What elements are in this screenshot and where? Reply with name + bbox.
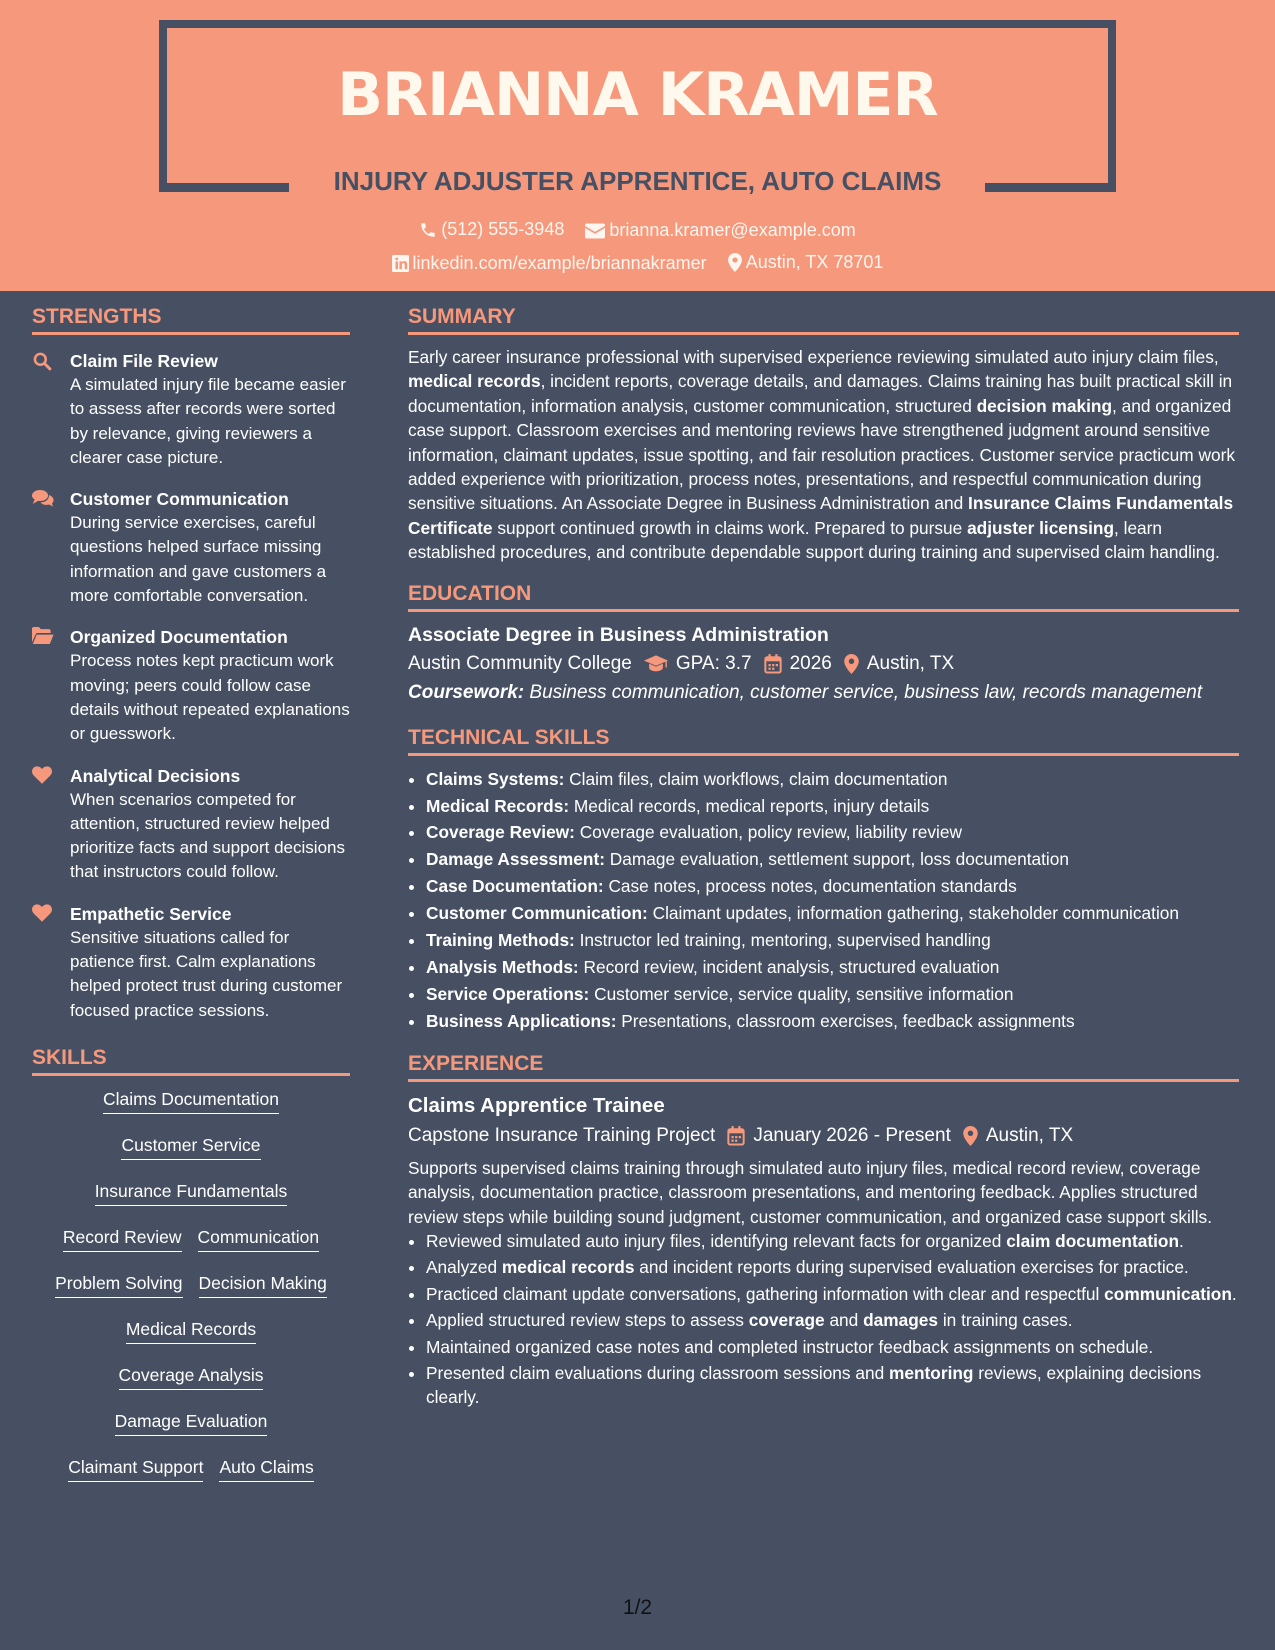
linkedin-contact[interactable]: [392, 253, 707, 274]
map-pin-icon: [963, 1126, 978, 1146]
tech-skill-value: Case notes, process notes, documentation standards: [608, 876, 1017, 897]
strength-text: Sensitive situations called for patience first. Calm explanations helped protect trust during customer focused practice sessions.: [70, 927, 343, 1020]
map-pin-icon: [844, 654, 859, 674]
skill-tag: Customer Service: [121, 1132, 260, 1160]
skill-tag: Communication: [198, 1224, 320, 1252]
list-item: [426, 846, 1239, 873]
experience-title: Claims Apprentice Trainee: [408, 1093, 665, 1117]
experience-org: Capstone Insurance Training Project: [408, 1124, 716, 1146]
page-number: 1/2: [622, 1596, 653, 1619]
strength-title: Customer Communication: [70, 489, 289, 510]
job-title: INJURY ADJUSTER APPRENTICE, AUTO CLAIMS: [333, 166, 942, 196]
skills-heading: SKILLS: [32, 1046, 350, 1076]
bullet-text: and: [824, 1310, 864, 1331]
tech-skill-value: Damage evaluation, settlement support, loss documentation: [609, 849, 1069, 870]
linkedin-icon: [392, 255, 409, 272]
strength-text: When scenarios competed for attention, structured review helped prioritize facts and support decisions that instructors could follow.: [70, 789, 345, 882]
left-column: [32, 305, 350, 1500]
right-column: [408, 305, 1239, 1412]
experience-heading: EXPERIENCE: [408, 1052, 1239, 1082]
linkedin-link[interactable]: linkedin.com/example/briannakramer: [412, 253, 707, 273]
skill-tag: Claims Documentation: [103, 1086, 279, 1114]
list-item: [426, 900, 1239, 927]
search-icon: [32, 349, 70, 470]
strength-title: Organized Documentation: [70, 627, 288, 648]
bullet-highlight: communication: [1104, 1283, 1232, 1304]
list-item: [426, 1229, 1239, 1253]
bullet-text: Reviewed simulated auto injury files, identifying relevant facts for organized: [426, 1230, 1007, 1251]
email-link[interactable]: brianna.kramer@example.com: [609, 220, 856, 240]
contact-line-1: [0, 219, 1275, 244]
list-item: [426, 927, 1239, 954]
experience-dates: January 2026 - Present: [753, 1124, 951, 1146]
bullet-highlight: damages: [863, 1310, 939, 1331]
skill-tag: Auto Claims: [219, 1454, 313, 1482]
experience-dates-item: [727, 1120, 951, 1152]
heart-icon: [32, 764, 70, 885]
tech-skill-value: Record review, incident analysis, structured evaluation: [583, 957, 1000, 977]
experience-meta: [408, 1120, 1239, 1152]
education-heading: EDUCATION: [408, 582, 1239, 612]
summary-segment: Early career insurance professional with supervised experience reviewing simulated auto injury claim files,: [408, 347, 1219, 367]
gpa-text: GPA: 3.7: [675, 652, 752, 674]
list-item: [426, 1335, 1239, 1359]
tech-skill-label: Medical Records:: [426, 795, 570, 816]
coursework-label: Coursework:: [408, 681, 525, 703]
map-pin-icon: [728, 253, 742, 272]
tech-skill-label: Damage Assessment:: [426, 849, 605, 870]
tech-skill-label: Claims Systems:: [426, 768, 565, 789]
list-item: [426, 954, 1239, 981]
candidate-name: BRIANNA KRAMER: [337, 60, 938, 130]
bullet-text: .: [1179, 1230, 1184, 1251]
technical-skills-list: [408, 766, 1239, 1035]
bullet-text: Presented claim evaluations during classroom sessions and: [426, 1362, 889, 1383]
list-item: [426, 793, 1239, 820]
gpa-item: [644, 648, 752, 680]
tech-skill-label: Business Applications:: [426, 1010, 617, 1031]
location-contact: [728, 252, 884, 273]
summary-segment: , incident reports, coverage details, and damages. Claims training has built practical skill in documentation, information analysis, customer communication, structured: [408, 371, 1233, 416]
tech-skill-value: Claim files, claim workflows, claim documentation: [569, 768, 948, 789]
bullet-text: in training cases.: [938, 1310, 1073, 1331]
list-item: [426, 819, 1239, 846]
tech-skill-value: Customer service, service quality, sensitive information: [594, 983, 1014, 1004]
strength-title: Analytical Decisions: [70, 765, 241, 786]
summary-heading: SUMMARY: [408, 305, 1239, 335]
experience-bullets: [408, 1229, 1239, 1410]
education-location-text: Austin, TX: [866, 652, 955, 674]
school-name: Austin Community College: [408, 652, 632, 674]
header-band: [0, 0, 1275, 291]
education-location: [844, 648, 954, 680]
heart-icon: [32, 902, 70, 1023]
strengths-heading: STRENGTHS: [32, 305, 350, 335]
experience-location: [963, 1120, 1073, 1152]
summary-segment: , and organized case support. Classroom exercises and mentoring reviews have strengthened judgment around sensitive information, claimant updates, issue spotting, and fair resolution practices. Customer service practicum work added experience with prioritization, process notes, presentations, and respectful communication during sensitive situations. An Associate Degree in Business Administration and: [408, 395, 1235, 514]
bullet-highlight: coverage: [748, 1310, 825, 1331]
phone-icon: [419, 221, 437, 239]
year-item: [764, 648, 832, 680]
calendar-icon: [764, 654, 782, 674]
summary-segment: , learn established procedures, and contribute dependable support during training and supervised claim handling.: [408, 517, 1220, 563]
skill-tag: Claimant Support: [68, 1454, 203, 1482]
strength-text: During service exercises, careful questions helped surface missing information and gave customers a more comfortable conversation.: [70, 513, 327, 606]
summary-highlight: medical records: [408, 371, 541, 392]
summary-highlight: decision making: [976, 395, 1113, 416]
calendar-icon: [727, 1126, 745, 1146]
strength-text: Process notes kept practicum work moving; peers could follow case details without repeated explanations or guesswork.: [70, 651, 350, 744]
tech-skill-value: Coverage evaluation, policy review, liability review: [579, 822, 962, 843]
strength-item: [32, 902, 350, 1023]
bullet-highlight: claim documentation: [1006, 1230, 1180, 1251]
experience-description: Supports supervised claims training through simulated auto injury files, medical record review, coverage analysis, documentation practice, classroom presentations, and mentoring feedback. Applies structured review steps while building sound judgment, customer communication, and organized case support skills.: [408, 1157, 1212, 1227]
strength-title: Claim File Review: [70, 351, 218, 371]
bullet-highlight: mentoring: [889, 1362, 974, 1383]
coursework: [408, 680, 1239, 706]
strength-item: [32, 487, 350, 608]
degree-title: Associate Degree in Business Administration: [408, 623, 829, 646]
location-text: Austin, TX 78701: [745, 252, 884, 272]
list-item: [426, 1308, 1239, 1332]
graduation-year: 2026: [789, 652, 832, 674]
strength-item: [32, 764, 350, 885]
phone-text: (512) 555-3948: [441, 219, 565, 239]
summary-segment: support continued growth in claims work. Prepared to pursue: [492, 517, 968, 538]
tech-skill-label: Customer Communication:: [426, 903, 648, 924]
tech-skill-label: Service Operations:: [426, 983, 590, 1004]
skill-tag: Insurance Fundamentals: [95, 1178, 288, 1206]
skill-tag: Coverage Analysis: [119, 1362, 264, 1390]
list-item: [426, 1282, 1239, 1306]
list-item: [426, 981, 1239, 1008]
bullet-text: Practiced claimant update conversations, gathering information with clear and respectful: [426, 1283, 1105, 1304]
tech-skill-label: Coverage Review:: [426, 822, 575, 843]
list-item: [426, 1361, 1239, 1410]
tech-skill-label: Training Methods:: [426, 930, 575, 951]
phone-contact: [419, 219, 564, 240]
education-meta: [408, 648, 1239, 680]
bullet-text: reviews, explaining decisions clearly.: [426, 1362, 1202, 1408]
experience-location-text: Austin, TX: [985, 1124, 1074, 1146]
skill-tag: Damage Evaluation: [115, 1408, 268, 1436]
skills-list: [32, 1086, 350, 1482]
graduation-cap-icon: [644, 655, 668, 673]
tech-skill-value: Instructor led training, mentoring, supervised handling: [579, 930, 991, 951]
summary-text: [408, 345, 1239, 565]
email-contact[interactable]: [585, 220, 855, 241]
bullet-text: and incident reports during supervised evaluation exercises for practice.: [634, 1257, 1189, 1278]
tech-skill-label: Case Documentation:: [426, 876, 604, 897]
list-item: [426, 1008, 1239, 1035]
contact-line-2: [0, 252, 1275, 277]
bullet-text: .: [1231, 1283, 1237, 1304]
summary-highlight: adjuster licensing: [967, 517, 1114, 538]
comments-icon: [32, 487, 70, 608]
list-item: [426, 873, 1239, 900]
strength-title: Empathetic Service: [70, 903, 232, 924]
bullet-text: Maintained organized case notes and completed instructor feedback assignments on schedule.: [426, 1336, 1154, 1357]
skill-tag: Decision Making: [199, 1270, 327, 1298]
summary-highlight: Insurance Claims Fundamentals Certificate: [408, 493, 1234, 538]
folder-open-icon: [32, 625, 70, 746]
bullet-highlight: medical records: [501, 1257, 635, 1278]
strength-text: A simulated injury file became easier to assess after records were sorted by relevance, giving reviewers a clearer case picture.: [70, 375, 346, 467]
header-frame: [159, 20, 1116, 28]
strength-item: [32, 349, 350, 470]
bullet-text: Applied structured review steps to assess: [426, 1310, 749, 1331]
skill-tag: Medical Records: [126, 1316, 256, 1344]
envelope-icon: [585, 223, 605, 239]
tech-skill-value: Presentations, classroom exercises, feedback assignments: [621, 1010, 1075, 1031]
tech-skill-label: Analysis Methods:: [426, 957, 579, 977]
skill-tag: Record Review: [63, 1224, 182, 1252]
tech-skill-value: Medical records, medical reports, injury details: [573, 795, 930, 816]
bullet-text: Analyzed: [426, 1257, 502, 1278]
list-item: [426, 766, 1239, 793]
strength-item: [32, 625, 350, 746]
coursework-text: Business communication, customer service, business law, records management: [529, 681, 1203, 703]
skill-tag: Problem Solving: [55, 1270, 182, 1298]
tech-skill-value: Claimant updates, information gathering, stakeholder communication: [652, 903, 1180, 924]
technical-skills-heading: TECHNICAL SKILLS: [408, 726, 1239, 756]
list-item: [426, 1255, 1239, 1279]
